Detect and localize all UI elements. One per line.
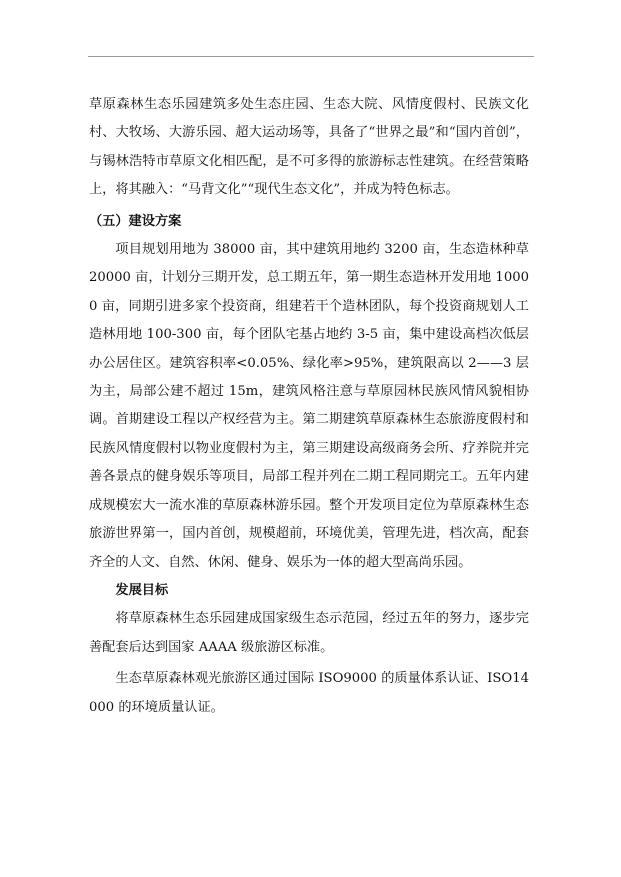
section-heading-construction-plan: （五）建设方案 [89, 213, 182, 229]
document-body [89, 91, 529, 722]
intro-paragraph: 草原森林生态乐园建筑多处生态庄园、生态大院、风情度假村、民族文化村、大牧场、大游乐园、超大运动场等，具备了“世界之最”和“国内首创”，与锡林浩特市草原文化相匹配，是不可多得的旅游标志性建筑。在经营策略上，将其融入：“马背文化”“现代生态文化”，并成为特色标志。 [89, 97, 529, 198]
goal-paragraph-aaaa: 将草原森林生态乐园建成国家级生态示范园，经过五年的努力，逐步完善配套后达到国家 AAAA 级旅游区标准。 [89, 611, 529, 655]
construction-plan-paragraph: 项目规划用地为 38000 亩，其中建筑用地约 3200 亩，生态造林种草 20000 亩，计划分三期开发，总工期五年，第一期生态造林开发用地 10000 亩，同期引进多家个投资商，组建若干个造林团队，每个投资商规划人工造林用地 100-300 亩，每个团队宅基占地约 3-5 亩，集中建设高档次低层办公居住区。建筑容积率<0.05%、绿化率>95%，建筑限高以 2——3 层为主，局部公建不超过 15m，建筑风格注意与草原园林民族风情风貌相协调。首期建设工程以产权经营为主。第二期建筑草原森林生态旅游度假村和民族风情度假村以物业度假村为主，第三期建设高级商务会所、疗养院并完善各景点的健身娱乐等项目，局部工程并列在二期工程同期完工。五年内建成规模宏大一流水准的草原森林游乐园。整个开发项目定位为草原森林生态旅游世界第一，国内首创，规模超前，环境优美，管理先进，档次高，配套齐全的人文、自然、休闲、健身、娱乐为一体的超大型高尚乐园。 [89, 242, 529, 570]
section-heading-development-goals: 发展目标 [115, 582, 169, 598]
goal-paragraph-iso: 生态草原森林观光旅游区通过国际 ISO9000 的质量体系认证、ISO14000 的环境质量认证。 [89, 671, 529, 715]
header-rule [88, 56, 534, 57]
